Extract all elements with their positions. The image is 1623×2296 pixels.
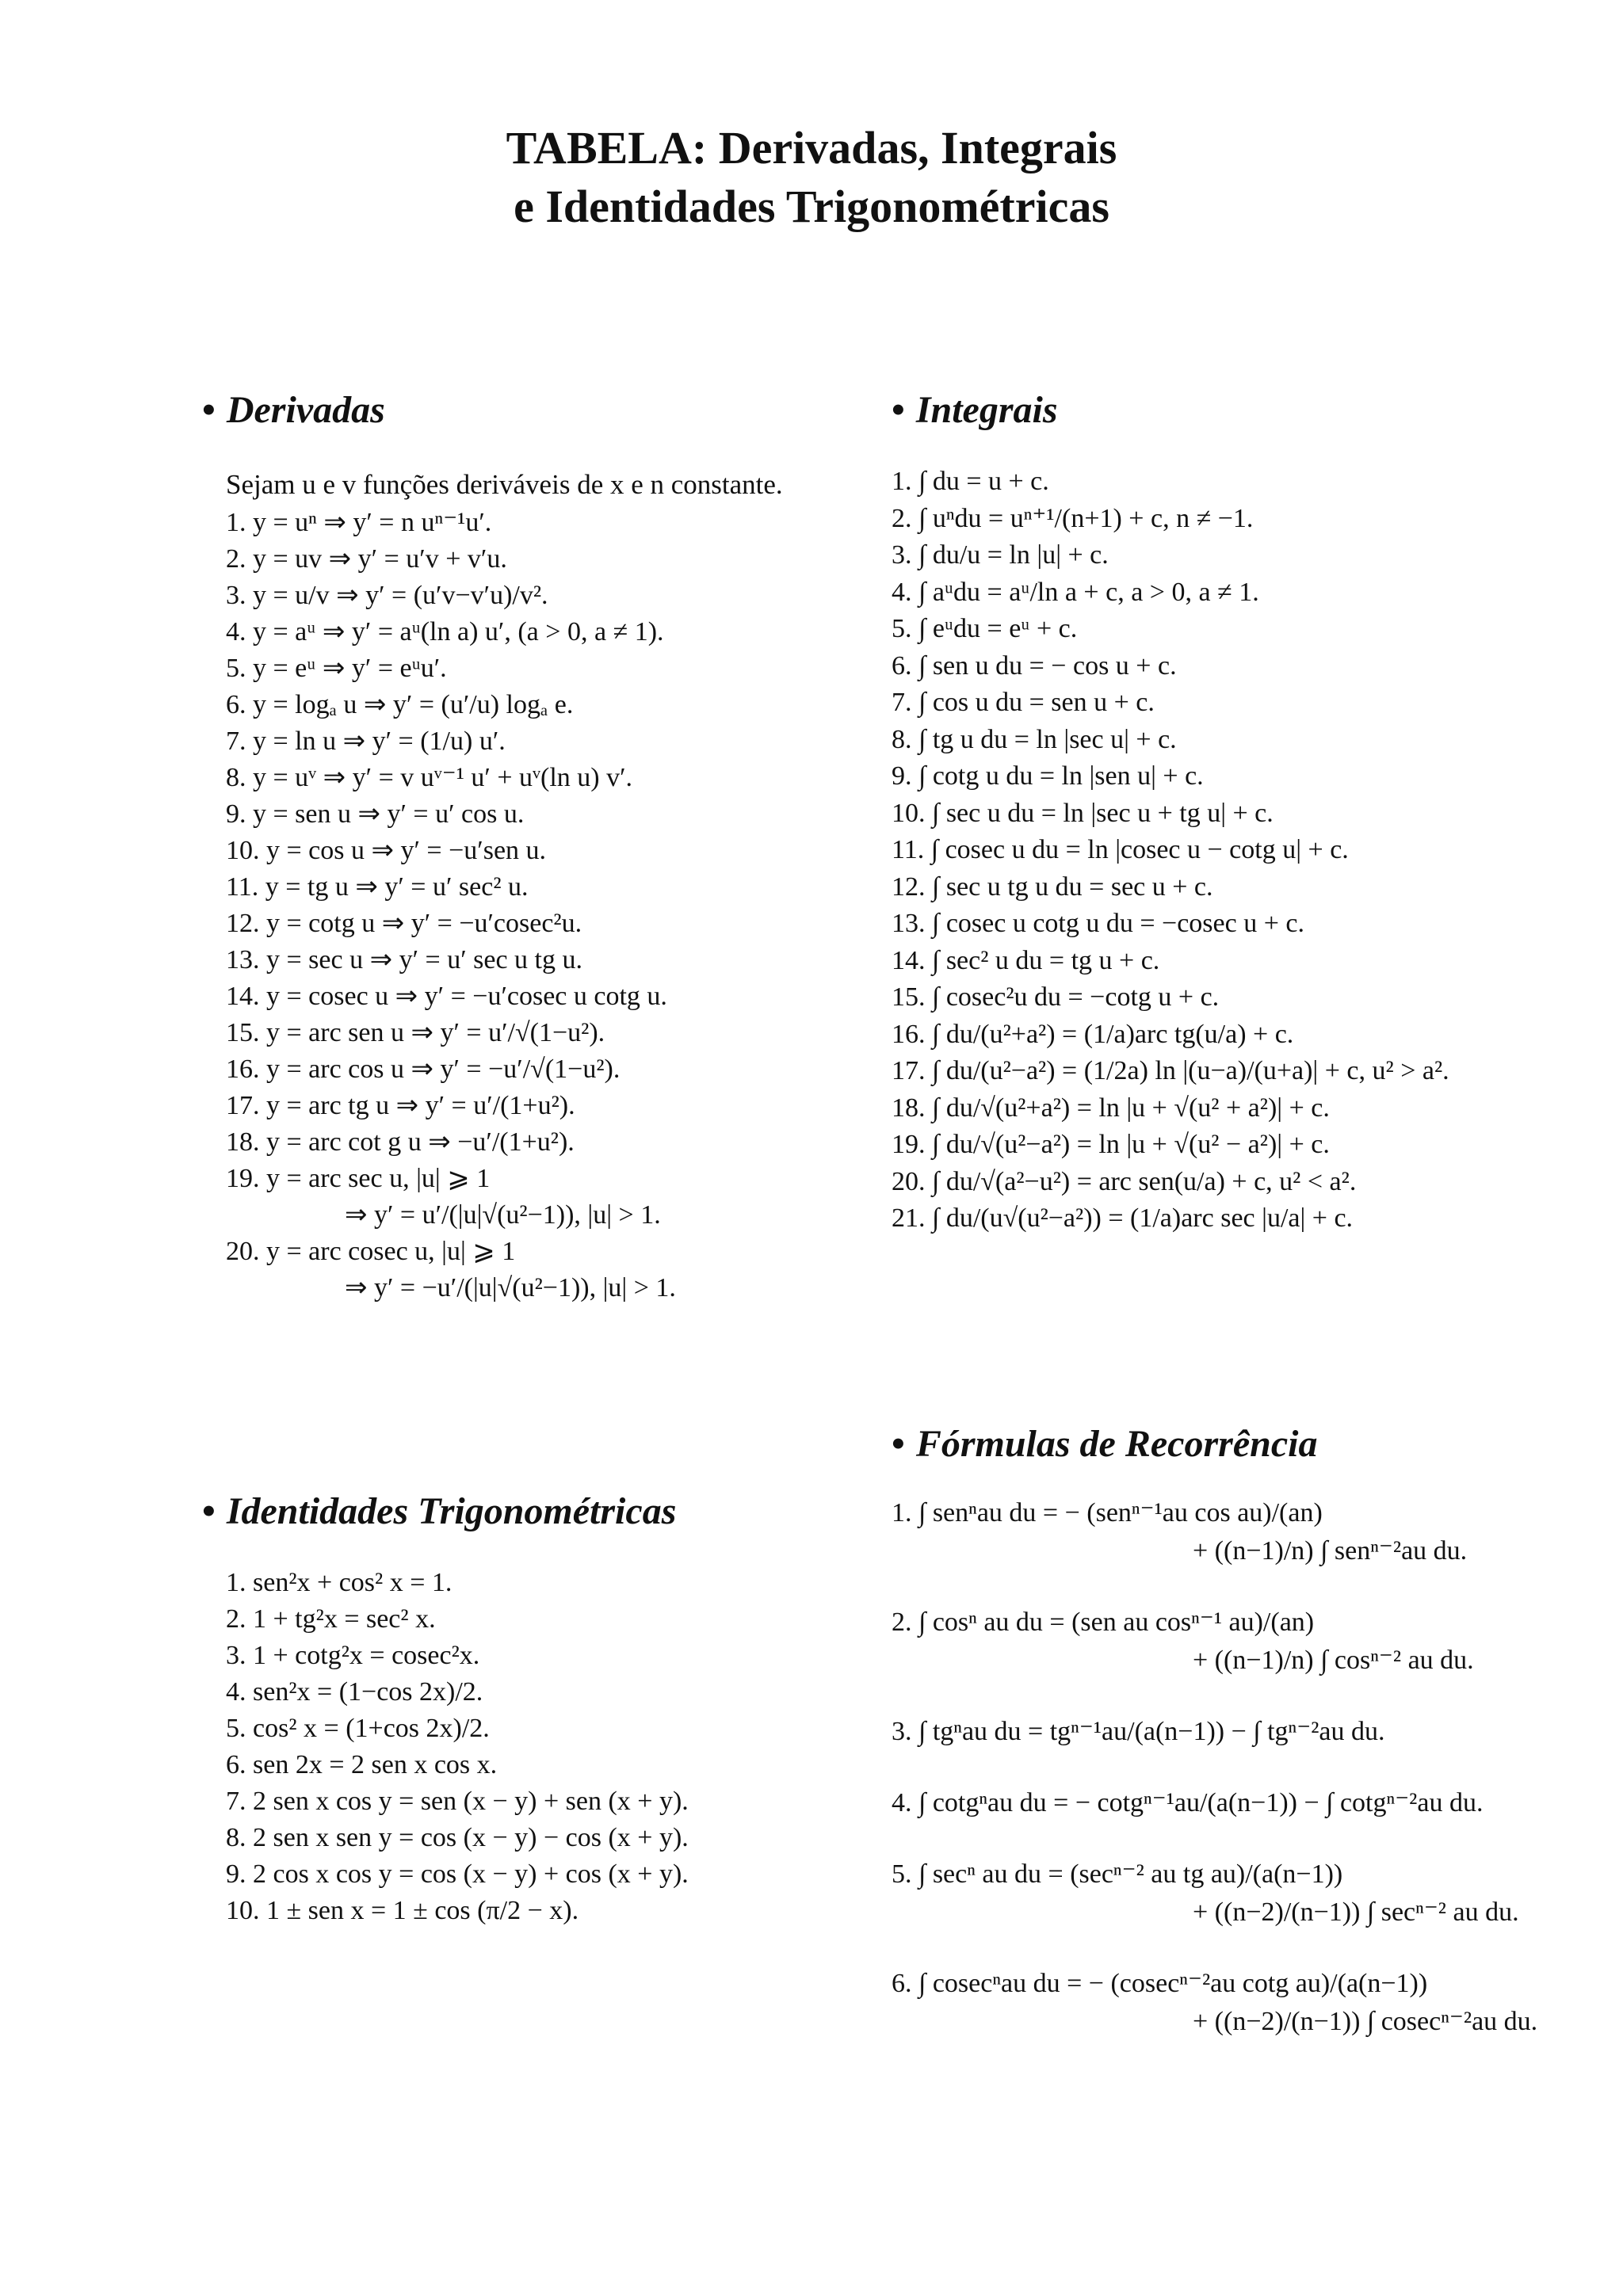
- formula-text: cos² x = (1+cos 2x)/2.: [246, 1714, 490, 1743]
- formula-number: 11.: [226, 872, 259, 902]
- formula-text: ∫ cotg u du = ln |sen u| + c.: [911, 761, 1204, 791]
- formula-item: [226, 578, 852, 614]
- formula-text: y = sen u ⇒ y′ = u′ cos u.: [246, 799, 525, 829]
- formula-number: 6.: [892, 650, 912, 681]
- formula-item: [226, 1088, 852, 1124]
- formula-item: [892, 574, 1589, 612]
- formula-number: 1.: [226, 1568, 246, 1597]
- identidades-section: [202, 1489, 868, 1929]
- formula-number: 12.: [892, 871, 926, 902]
- formula-text: y = u/v ⇒ y′ = (u′v−v′u)/v².: [246, 581, 548, 610]
- formula-number: 4.: [226, 617, 246, 646]
- formula-item: [226, 1638, 868, 1674]
- recorrencia-heading: • Fórmulas de Recorrência: [892, 1423, 1318, 1465]
- formula-text: y = logₐ u ⇒ y′ = (u′/u) logₐ e.: [246, 690, 574, 719]
- formula-text: ∫ sec² u du = tg u + c.: [925, 945, 1160, 975]
- derivadas-list: [202, 505, 852, 1306]
- formula-item: [226, 1747, 868, 1783]
- formula-item: [226, 723, 852, 760]
- formula-item: [892, 537, 1589, 574]
- formula-continuation: + ((n−1)/n) ∫ senⁿ⁻²au du.: [1193, 1536, 1468, 1566]
- derivadas-heading: • Derivadas: [202, 389, 385, 431]
- formula-text: ∫ sen u du = − cos u + c.: [911, 650, 1177, 681]
- formula-number: 5.: [226, 1714, 246, 1743]
- formula-text: ∫ du/√(u²+a²) = ln |u + √(u² + a²)| + c.: [925, 1093, 1330, 1123]
- formula-item: [226, 760, 852, 796]
- identidades-list: [202, 1565, 868, 1929]
- formula-number: 16.: [226, 1055, 260, 1084]
- formula-item: [892, 1604, 1605, 1680]
- formula-number: 10.: [226, 1896, 260, 1925]
- formula-text: ∫ cosec u du = ln |cosec u − cotg u| + c.: [924, 835, 1349, 864]
- formula-number: 17.: [892, 1056, 926, 1085]
- formula-item: [226, 869, 852, 906]
- formula-text: ∫ du/(u√(u²−a²)) = (1/a)arc sec |u/a| + c.: [925, 1203, 1354, 1233]
- formula-text: ∫ cos u du = sen u + c.: [911, 688, 1155, 717]
- formula-item: [892, 1200, 1589, 1238]
- formula-text: sen 2x = 2 sen x cos x.: [246, 1750, 498, 1779]
- formula-item: [892, 501, 1589, 538]
- formula-number: 4.: [226, 1677, 246, 1707]
- formula-number: 13.: [226, 945, 260, 974]
- formula-number: 1.: [892, 467, 912, 496]
- bullet-icon: •: [892, 389, 905, 431]
- formula-item: [892, 1090, 1589, 1127]
- formula-number: 2.: [226, 1604, 246, 1634]
- derivadas-section: [202, 388, 852, 1306]
- formula-number: 5.: [892, 1859, 912, 1889]
- formula-item: [226, 1015, 852, 1051]
- formula-text: ∫ du/(u²+a²) = (1/a)arc tg(u/a) + c.: [925, 1019, 1294, 1049]
- formula-number: 18.: [892, 1093, 926, 1123]
- formula-text: y = aᵘ ⇒ y′ = aᵘ(ln a) u′, (a > 0, a ≠ 1).: [246, 617, 664, 646]
- formula-number: 4.: [892, 577, 912, 607]
- formula-number: 9.: [226, 799, 246, 829]
- formula-number: 3.: [226, 581, 246, 610]
- formula-text: ∫ sec u du = ln |sec u + tg u| + c.: [925, 798, 1274, 828]
- formula-number: 2.: [892, 1608, 912, 1637]
- formula-text: y = sec u ⇒ y′ = u′ sec u tg u.: [259, 945, 582, 974]
- formula-text: ∫ secⁿ au du = (secⁿ⁻² au tg au)/(a(n−1)): [911, 1859, 1343, 1889]
- formula-text: y = arc cot g u ⇒ −u′/(1+u²).: [259, 1127, 575, 1157]
- formula-number: 20.: [892, 1166, 926, 1196]
- formula-number: 10.: [892, 798, 926, 828]
- formula-item: [892, 1713, 1605, 1751]
- bullet-icon: •: [202, 1490, 216, 1532]
- formula-text: ∫ senⁿau du = − (senⁿ⁻¹au cos au)/(an): [911, 1498, 1323, 1527]
- formula-text: sen²x = (1−cos 2x)/2.: [246, 1677, 483, 1707]
- recorrencia-list: [892, 1494, 1605, 2041]
- formula-item: [226, 1674, 868, 1711]
- formula-item: [892, 1127, 1589, 1164]
- formula-item: [892, 611, 1589, 648]
- formula-number: 14.: [892, 945, 926, 975]
- formula-item: [892, 463, 1589, 501]
- formula-item: [226, 1856, 868, 1893]
- formula-number: 16.: [892, 1019, 926, 1049]
- formula-item: [892, 722, 1589, 759]
- formula-continuation: ⇒ y′ = −u′/(|u|√(u²−1)), |u| > 1.: [345, 1273, 676, 1302]
- formula-item: [226, 1601, 868, 1638]
- page-title: [0, 119, 1623, 236]
- formula-number: 19.: [892, 1130, 926, 1159]
- formula-number: 6.: [892, 1969, 912, 1998]
- formula-text: y = cotg u ⇒ y′ = −u′cosec²u.: [259, 909, 582, 938]
- formula-text: y = eᵘ ⇒ y′ = eᵘu′.: [246, 654, 447, 683]
- formula-item: [892, 1494, 1605, 1570]
- formula-item: [226, 1124, 852, 1161]
- title-line-2: e Identidades Trigonométricas: [514, 181, 1109, 232]
- formula-text: 2 cos x cos y = cos (x − y) + cos (x + y).: [246, 1859, 689, 1889]
- formula-text: ∫ cosec u cotg u du = −cosec u + c.: [925, 909, 1304, 938]
- formula-number: 19.: [226, 1164, 260, 1193]
- formula-number: 14.: [226, 982, 260, 1011]
- formula-text: y = uv ⇒ y′ = u′v + v′u.: [246, 544, 507, 574]
- formula-text: y = cosec u ⇒ y′ = −u′cosec u cotg u.: [259, 982, 667, 1011]
- formula-number: 3.: [892, 1717, 912, 1746]
- integrais-list: [892, 463, 1589, 1238]
- formula-text: ∫ du/u = ln |u| + c.: [911, 540, 1109, 570]
- formula-number: 18.: [226, 1127, 260, 1157]
- formula-text: ∫ tg u du = ln |sec u| + c.: [911, 724, 1177, 754]
- formula-text: ∫ uⁿdu = uⁿ⁺¹/(n+1) + c, n ≠ −1.: [911, 503, 1254, 533]
- formula-text: y = tg u ⇒ y′ = u′ sec² u.: [258, 872, 529, 902]
- formula-continuation: + ((n−2)/(n−1)) ∫ cosecⁿ⁻²au du.: [1193, 2007, 1538, 2036]
- formula-text: y = arc cosec u, |u| ⩾ 1: [259, 1237, 516, 1266]
- formula-item: [892, 795, 1589, 833]
- formula-item: [226, 1820, 868, 1856]
- formula-number: 7.: [226, 727, 246, 756]
- formula-number: 12.: [226, 909, 260, 938]
- formula-text: sen²x + cos² x = 1.: [246, 1568, 453, 1597]
- formula-item: [892, 1016, 1589, 1054]
- identidades-heading: • Identidades Trigonométricas: [202, 1490, 677, 1532]
- formula-number: 15.: [226, 1018, 260, 1047]
- formula-number: 6.: [226, 690, 246, 719]
- formula-item: [226, 978, 852, 1015]
- formula-text: y = ln u ⇒ y′ = (1/u) u′.: [246, 727, 506, 756]
- formula-number: 9.: [226, 1859, 246, 1889]
- formula-item: [892, 758, 1589, 795]
- formula-number: 10.: [226, 836, 260, 865]
- formula-item: [892, 832, 1589, 869]
- formula-text: y = arc tg u ⇒ y′ = u′/(1+u²).: [259, 1091, 575, 1120]
- formula-item: [226, 906, 852, 942]
- formula-text: ∫ aᵘdu = aᵘ/ln a + c, a > 0, a ≠ 1.: [911, 577, 1259, 607]
- formula-text: ∫ du/√(u²−a²) = ln |u + √(u² − a²)| + c.: [925, 1130, 1330, 1159]
- integrais-section: [892, 388, 1589, 1238]
- formula-number: 8.: [226, 763, 246, 792]
- formula-item: [892, 648, 1589, 685]
- bullet-icon: •: [892, 1423, 905, 1465]
- formula-item: [226, 614, 852, 650]
- formula-item: [892, 869, 1589, 906]
- formula-item: [226, 1893, 868, 1929]
- formula-number: 9.: [892, 761, 912, 791]
- formula-number: 17.: [226, 1091, 260, 1120]
- bullet-icon: •: [202, 389, 216, 431]
- formula-text: ∫ cotgⁿau du = − cotgⁿ⁻¹au/(a(n−1)) − ∫ cotgⁿ⁻²au du.: [911, 1788, 1484, 1817]
- formula-text: 1 + cotg²x = cosec²x.: [246, 1641, 480, 1670]
- formula-number: 2.: [892, 503, 912, 533]
- formula-continuation: + ((n−2)/(n−1)) ∫ secⁿ⁻² au du.: [1193, 1897, 1519, 1927]
- formula-number: 7.: [226, 1787, 246, 1816]
- formula-item: [892, 1855, 1605, 1932]
- formula-item: [226, 687, 852, 723]
- formula-item: [892, 1784, 1605, 1822]
- formula-number: 5.: [226, 654, 246, 683]
- formula-text: y = uᵛ ⇒ y′ = v uᵛ⁻¹ u′ + uᵛ(ln u) v′.: [246, 763, 633, 792]
- formula-continuation: ⇒ y′ = u′/(|u|√(u²−1)), |u| > 1.: [345, 1200, 661, 1230]
- formula-number: 3.: [226, 1641, 246, 1670]
- formula-item: [226, 650, 852, 687]
- formula-text: y = cos u ⇒ y′ = −u′sen u.: [259, 836, 547, 865]
- formula-text: ∫ cosⁿ au du = (sen au cosⁿ⁻¹ au)/(an): [911, 1608, 1315, 1637]
- formula-item: [226, 541, 852, 578]
- formula-number: 15.: [892, 982, 926, 1012]
- formula-item: [892, 1164, 1589, 1201]
- integrais-heading: • Integrais: [892, 389, 1058, 431]
- formula-text: ∫ eᵘdu = eᵘ + c.: [911, 614, 1078, 643]
- formula-number: 20.: [226, 1237, 260, 1266]
- formula-item: [226, 1051, 852, 1088]
- formula-item: [226, 833, 852, 869]
- formula-text: ∫ du/(u²−a²) = (1/2a) ln |(u−a)/(u+a)| + c, u² > a².: [925, 1056, 1449, 1085]
- formula-text: 2 sen x sen y = cos (x − y) − cos (x + y).: [246, 1823, 689, 1852]
- formula-text: 2 sen x cos y = sen (x − y) + sen (x + y).: [246, 1787, 689, 1816]
- derivadas-intro: Sejam u e v funções deriváveis de x e n constante.: [226, 469, 783, 500]
- formula-number: 13.: [892, 909, 926, 938]
- formula-number: 6.: [226, 1750, 246, 1779]
- formula-item: [892, 1965, 1605, 2041]
- formula-text: 1 + tg²x = sec² x.: [246, 1604, 436, 1634]
- formula-item: [226, 1565, 868, 1601]
- formula-item: [226, 942, 852, 978]
- formula-text: ∫ du/√(a²−u²) = arc sen(u/a) + c, u² < a².: [925, 1166, 1357, 1196]
- formula-number: 4.: [892, 1788, 912, 1817]
- formula-number: 1.: [892, 1498, 912, 1527]
- formula-item: [226, 1234, 852, 1306]
- formula-item: [892, 943, 1589, 980]
- formula-text: 1 ± sen x = 1 ± cos (π/2 − x).: [259, 1896, 579, 1925]
- formula-item: [226, 796, 852, 833]
- formula-item: [892, 979, 1589, 1016]
- title-line-1: TABELA: Derivadas, Integrais: [506, 122, 1117, 174]
- formula-text: ∫ sec u tg u du = sec u + c.: [925, 871, 1213, 902]
- formula-item: [892, 906, 1589, 943]
- recorrencia-section: [892, 1422, 1605, 2041]
- formula-text: ∫ cosec²u du = −cotg u + c.: [925, 982, 1220, 1012]
- formula-text: ∫ cosecⁿau du = − (cosecⁿ⁻²au cotg au)/(a(n−1)): [911, 1969, 1428, 1998]
- formula-text: y = arc sen u ⇒ y′ = u′/√(1−u²).: [259, 1018, 605, 1047]
- formula-number: 2.: [226, 544, 246, 574]
- formula-item: [892, 1053, 1589, 1090]
- formula-item: [226, 505, 852, 541]
- formula-text: y = uⁿ ⇒ y′ = n uⁿ⁻¹u′.: [246, 508, 492, 537]
- formula-number: 1.: [226, 508, 246, 537]
- formula-item: [226, 1711, 868, 1747]
- formula-text: y = arc sec u, |u| ⩾ 1: [259, 1164, 491, 1193]
- formula-number: 8.: [226, 1823, 246, 1852]
- formula-number: 3.: [892, 540, 912, 570]
- formula-number: 7.: [892, 688, 912, 717]
- formula-text: ∫ tgⁿau du = tgⁿ⁻¹au/(a(n−1)) − ∫ tgⁿ⁻²au du.: [911, 1717, 1385, 1746]
- formula-number: 5.: [892, 614, 912, 643]
- formula-item: [226, 1783, 868, 1820]
- formula-number: 21.: [892, 1203, 926, 1233]
- formula-item: [892, 685, 1589, 722]
- formula-text: y = arc cos u ⇒ y′ = −u′/√(1−u²).: [259, 1055, 621, 1084]
- formula-continuation: + ((n−1)/n) ∫ cosⁿ⁻² au du.: [1193, 1646, 1474, 1675]
- formula-number: 8.: [892, 724, 912, 754]
- formula-number: 11.: [892, 835, 925, 864]
- formula-text: ∫ du = u + c.: [911, 467, 1049, 496]
- formula-item: [226, 1161, 852, 1234]
